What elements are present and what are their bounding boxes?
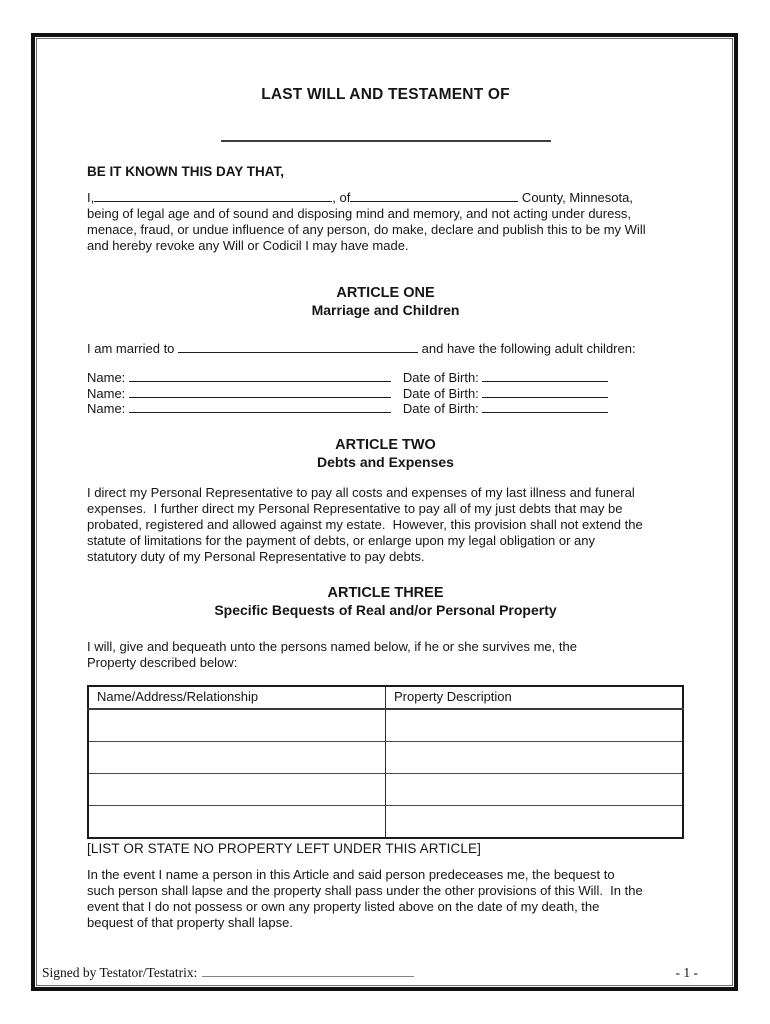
children-list (87, 370, 684, 417)
dob-label: Date of Birth: (402, 370, 479, 385)
table-cell (386, 709, 684, 742)
paragraph-line: statute of limitations for the payment of debts, or enlarge upon my legal obligation or any (87, 532, 596, 548)
document-title: LAST WILL AND TESTAMENT OF (261, 86, 510, 103)
table-cell (386, 805, 684, 838)
testator-name-blank-line (221, 140, 551, 142)
page-border (31, 33, 738, 991)
spouse-name-blank (178, 341, 418, 353)
child-name-blank (129, 401, 391, 413)
table-row (88, 741, 683, 773)
salutation: BE IT KNOWN THIS DAY THAT, (87, 164, 285, 179)
table-cell (88, 805, 386, 838)
page-footer (42, 965, 698, 981)
paragraph-line: menace, fraud, or undue influence of any person, do make, declare and publish this to be my Will (87, 222, 646, 237)
paragraph-line: expenses. I further direct my Personal Representative to pay all of my just debts that may be (87, 500, 623, 516)
article-three-subheading: Specific Bequests of Real and/or Personal Property (214, 601, 557, 618)
county-blank (350, 190, 518, 202)
article-two-heading: ARTICLE TWO (335, 436, 436, 453)
table-header-property-description: Property Description (386, 686, 684, 709)
list-note: [LIST OR STATE NO PROPERTY LEFT UNDER THIS ARTICLE] (87, 840, 481, 856)
name-label: Name: (87, 385, 126, 401)
article-one-subheading: Marriage and Children (311, 302, 460, 318)
paragraph-line: probated, registered and allowed against my estate. However, this provision shall not extend the (87, 516, 643, 532)
child-name-blank (129, 386, 391, 398)
opening-line1-mid: , of (332, 190, 351, 205)
bequest-table (87, 685, 684, 839)
opening-line1-post: County, Minnesota, (518, 190, 633, 205)
article-one-heading: ARTICLE ONE (336, 285, 435, 301)
child-dob-blank (482, 370, 608, 382)
married-post: and have the following adult children: (418, 341, 636, 356)
table-cell (88, 709, 386, 742)
table-row (88, 709, 683, 742)
paragraph-line: Property described below: (87, 654, 238, 670)
table-header-row (88, 686, 683, 709)
testator-signature-blank (202, 967, 414, 977)
table-cell (88, 741, 386, 773)
paragraph-line: statutory duty of my Personal Representative to pay debts. (87, 548, 425, 564)
table-cell (88, 773, 386, 805)
signed-by-label: Signed by Testator/Testatrix: (42, 965, 198, 980)
paragraph-line: and hereby revoke any Will or Codicil I may have made. (87, 238, 409, 253)
testator-name-blank (94, 190, 332, 202)
child-row (87, 370, 684, 386)
paragraph-line: bequest of that property shall lapse. (87, 914, 293, 930)
name-label: Name: (87, 401, 126, 416)
debts-paragraph (87, 485, 684, 565)
married-line (87, 341, 684, 357)
table-header-name-address: Name/Address/Relationship (88, 686, 386, 709)
child-row (87, 401, 684, 417)
paragraph-line: such person shall lapse and the property shall pass under the other provisions of this Will. In the (87, 882, 643, 898)
name-label: Name: (87, 370, 126, 385)
table-row (88, 773, 683, 805)
child-dob-blank (482, 401, 608, 413)
child-name-blank (129, 370, 391, 382)
opening-paragraph (87, 190, 684, 254)
opening-line-1 (87, 190, 684, 206)
dob-label: Date of Birth: (402, 401, 479, 416)
document-content (35, 37, 734, 987)
paragraph-line: event that I do not possess or own any property listed above on the date of my death, the (87, 898, 600, 914)
table-row (88, 805, 683, 838)
paragraph-line: being of legal age and of sound and disposing mind and memory, and not acting under duress, (87, 206, 631, 221)
opening-line1-pre: I, (87, 190, 95, 205)
bequest-intro-paragraph (87, 639, 684, 671)
married-pre: I am married to (87, 341, 175, 356)
paragraph-line: In the event I name a person in this Article and said person predeceases me, the bequest to (87, 866, 615, 882)
table-cell (386, 741, 684, 773)
article-three-heading: ARTICLE THREE (327, 584, 444, 601)
child-dob-blank (482, 386, 608, 398)
opening-continuation (87, 206, 684, 254)
lapse-paragraph (87, 867, 684, 931)
paragraph-line: I direct my Personal Representative to pay all costs and expenses of my last illness and funeral (87, 484, 635, 500)
paragraph-line: I will, give and bequeath unto the persons named below, if he or she survives me, the (87, 638, 577, 654)
child-row (87, 386, 684, 402)
page-number: - 1 - (675, 965, 698, 980)
table-cell (386, 773, 684, 805)
dob-label: Date of Birth: (402, 385, 479, 401)
article-two-subheading: Debts and Expenses (317, 453, 454, 470)
